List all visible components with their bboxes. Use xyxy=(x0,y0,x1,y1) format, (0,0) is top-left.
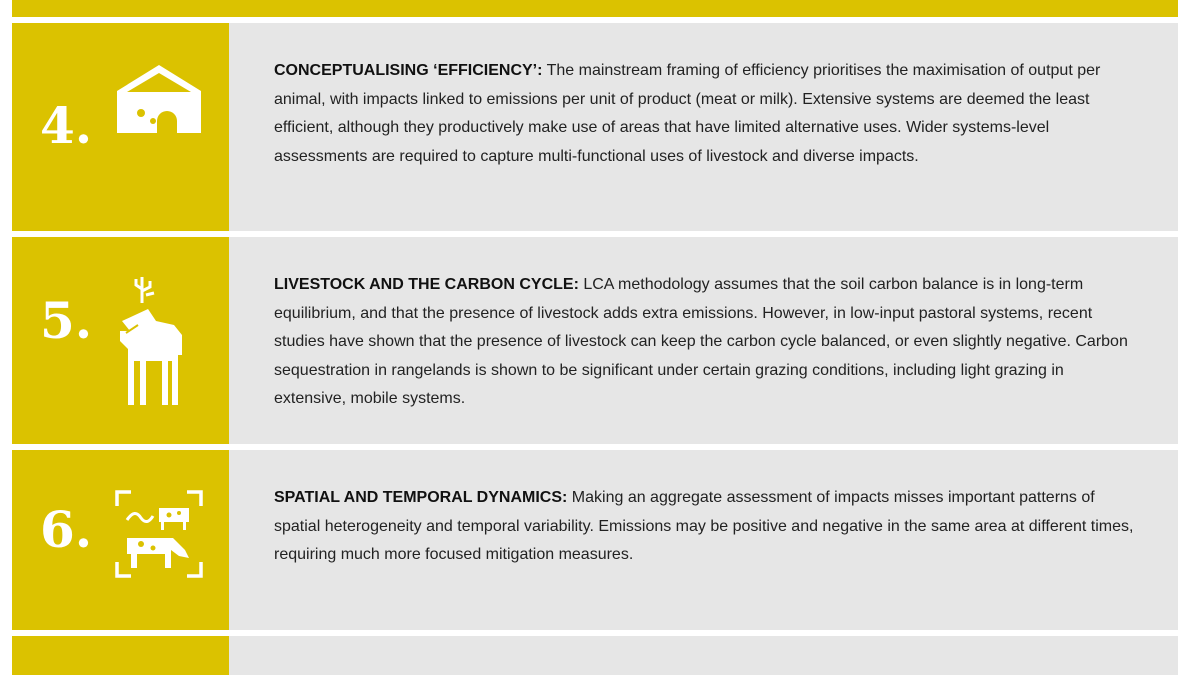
card-description: Making an aggregate assessment of impacts misses important patterns of spatial heterogeneity and temporal variability. Emissions may be positive and negative in the same area at different times, requiring much more focused mitigation measures. xyxy=(274,489,1134,563)
card-number: 5. xyxy=(40,291,93,350)
card-efficiency xyxy=(12,23,1178,231)
card-spatial-temporal xyxy=(12,450,1178,630)
card-next-partial xyxy=(12,636,1178,675)
card-description: The mainstream framing of efficiency prioritises the maximisation of output per animal, with impacts linked to emissions per unit of product (meat or milk). Extensive systems are deemed the least efficient, although they productively make use of areas that have limited alternative uses. Wider systems-level assessments are required to capture multi-functional uses of livestock and diverse impacts. xyxy=(274,62,1101,165)
card-number-panel xyxy=(12,23,229,231)
card-number-panel xyxy=(12,237,229,444)
card-heading: SPATIAL AND TEMPORAL DYNAMICS: xyxy=(274,489,568,506)
card-text xyxy=(274,57,1140,171)
card-number-panel xyxy=(12,636,229,675)
card-text xyxy=(274,484,1140,570)
card-description: LCA methodology assumes that the soil carbon balance is in long-term equilibrium, and that the presence of livestock adds extra emissions. However, in low-input pastoral systems, recent studies have shown that the presence of livestock can keep the carbon cycle balanced, or even slightly negative. Carbon sequestration in rangelands is shown to be significant under certain grazing conditions, including light grazing in extensive, mobile systems. xyxy=(274,276,1128,407)
barn-icon xyxy=(113,61,205,135)
framed-animals-icon xyxy=(113,488,205,580)
card-text xyxy=(274,271,1140,414)
card-number-panel xyxy=(12,450,229,630)
animal-with-plant-icon xyxy=(116,275,188,409)
card-number: 4. xyxy=(40,96,93,155)
card-carbon-cycle xyxy=(12,237,1178,444)
card-number: 6. xyxy=(40,500,93,559)
top-accent-bar xyxy=(12,0,1178,17)
card-heading: CONCEPTUALISING ‘EFFICIENCY’: xyxy=(274,62,543,79)
card-heading: LIVESTOCK AND THE CARBON CYCLE: xyxy=(274,276,579,293)
